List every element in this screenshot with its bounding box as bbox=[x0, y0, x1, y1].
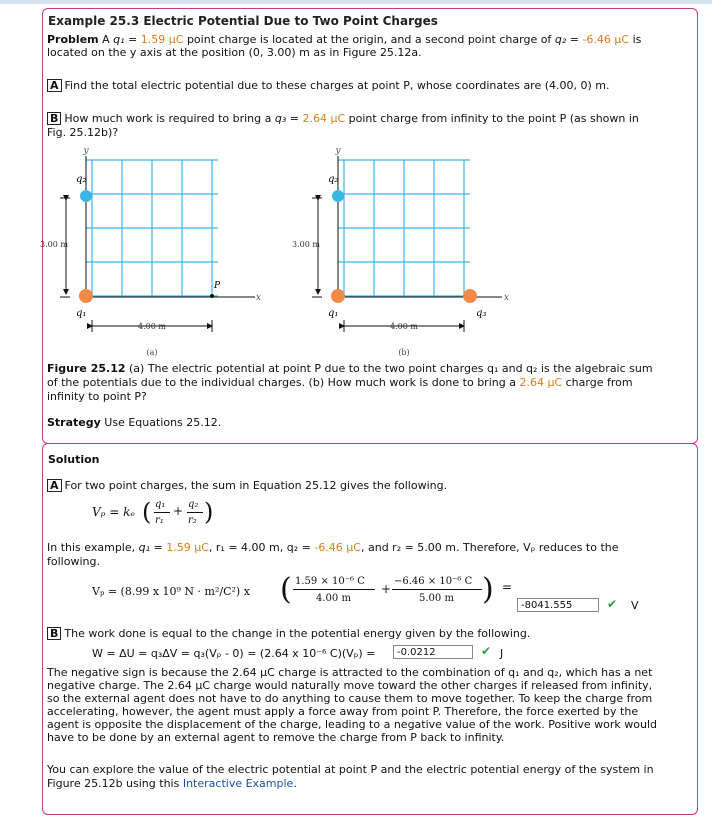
part-b-question-line-2: Fig. 25.12b)? bbox=[47, 126, 119, 139]
subfig-label-a: (a) bbox=[146, 348, 158, 357]
answer-unit-b: J bbox=[500, 647, 504, 660]
equation-2: Vₚ = (8.99 x 10⁹ N · m²/C²) x ( 1.59 × 10⁻⁶ C 4.00 m + −6.46 × 10⁻⁶ C 5.00 m ) = bbox=[92, 572, 513, 607]
part-b-question-line-1: B How much work is required to bring a q₃ = 2.64 μC point charge from infinity to the point P (as shown in bbox=[47, 112, 639, 125]
q2-label-b: q₂ bbox=[328, 174, 339, 185]
example-title: Example 25.3 Electric Potential Due to Two Point Charges bbox=[48, 14, 438, 28]
charge-q1-a bbox=[79, 289, 93, 303]
explore-line-1: You can explore the value of the electric potential at point P and the electric potential energy of the system in bbox=[47, 763, 654, 776]
part-b-label: B bbox=[47, 112, 61, 125]
charge-q3-b bbox=[463, 289, 477, 303]
q2-label-a: q₂ bbox=[76, 174, 87, 185]
y-label-a: y bbox=[83, 148, 89, 156]
p-label-a: P bbox=[214, 281, 221, 291]
solution-part-a-intro: A For two point charges, the sum in Equation 25.12 gives the following. bbox=[47, 479, 447, 492]
figure-caption-line-2: of the potentials due to the individual charges. (b) How much work is done to bring a 2.64 μC charge from bbox=[47, 376, 633, 389]
correct-check-icon-b: ✔ bbox=[481, 644, 492, 658]
y-label-b: y bbox=[335, 148, 341, 156]
dist-horizontal-label-b: 4.00 m bbox=[390, 322, 418, 331]
strategy-label: Strategy bbox=[47, 416, 101, 429]
figure-caption-line-1: Figure 25.12 (a) The electric potential at point P due to the two point charges q₁ and q₂ is the algebraic sum bbox=[47, 362, 653, 375]
x-label-b: x bbox=[504, 293, 510, 303]
problem-line-2: located on the y axis at the position (0, 3.00) m as in Figure 25.12a. bbox=[47, 46, 422, 59]
figure-25-12 bbox=[30, 148, 550, 358]
part-a-label: A bbox=[47, 79, 62, 92]
solution-heading: Solution bbox=[48, 453, 100, 466]
solution-part-b-intro: B The work done is equal to the change in the potential energy given by the following. bbox=[47, 627, 530, 640]
explore-line-2: Figure 25.12b using this Interactive Example. bbox=[47, 777, 297, 790]
dist-horizontal-label-a: 4.00 m bbox=[138, 322, 166, 331]
answer-unit-a: V bbox=[631, 599, 639, 612]
grid-b bbox=[338, 160, 470, 296]
answer-input-a[interactable]: -8041.555 bbox=[517, 598, 599, 612]
answer-input-b[interactable]: -0.0212 bbox=[393, 645, 473, 659]
interactive-example-link[interactable]: Interactive Example bbox=[182, 777, 294, 790]
figure-caption-label: Figure 25.12 bbox=[47, 362, 126, 375]
problem-label: Problem bbox=[47, 33, 99, 46]
charge-q2-a bbox=[80, 190, 92, 202]
q3-label-b: q₃ bbox=[476, 308, 487, 319]
dist-vertical-label-a: 3.00 m bbox=[40, 240, 68, 249]
q1-label-a: q₁ bbox=[76, 308, 87, 319]
example-values-line-1: In this example, q₁ = 1.59 μC, r₁ = 4.00 m, q₂ = -6.46 μC, and r₂ = 5.00 m. Therefore, Vₚ reduces to the bbox=[47, 541, 619, 554]
strategy: Strategy Use Equations 25.12. bbox=[47, 416, 222, 429]
solution-part-b-label: B bbox=[47, 627, 61, 640]
top-strip bbox=[0, 0, 712, 4]
example-values-line-2: following. bbox=[47, 555, 100, 568]
correct-check-icon-a: ✔ bbox=[607, 597, 618, 611]
x-label-a: x bbox=[256, 293, 262, 303]
explanation-paragraph: The negative sign is because the 2.64 μC charge is attracted to the combination of q₁ and q₂, which has a net negative charge. The 2.64 μC charge would naturally move toward the other charges if released from infinity, so the external agent does not have to do anything to cause them to move together. To keep the charge from accelerating, however, the agent must apply a force away from point P. Therefore, the force exerted by the agent is opposite the displacement of the charge, leading to a negative value of the work. Positive work would have to be done by an external agent to remove the charge from P back to infinity. bbox=[47, 666, 657, 744]
problem-line-1: Problem A q₁ = 1.59 μC point charge is located at the origin, and a second point charge of q₂ = -6.46 μC is bbox=[47, 33, 642, 46]
charge-q2-b bbox=[332, 190, 344, 202]
figure-panel-b bbox=[292, 148, 509, 357]
q1-value: 1.59 μC bbox=[140, 33, 184, 46]
work-equation: W = ΔU = q₃ΔV = q₃(Vₚ - 0) = (2.64 x 10⁻⁶ C)(Vₚ) = bbox=[92, 647, 376, 660]
grid-a bbox=[86, 160, 218, 296]
subfig-label-b: (b) bbox=[398, 348, 410, 357]
q1-label-b: q₁ bbox=[328, 308, 339, 319]
figure-caption-line-3: infinity to point P? bbox=[47, 390, 147, 403]
figure-panel-a bbox=[40, 148, 261, 357]
part-a-question: A Find the total electric potential due to these charges at point P, whose coordinates are (4.00, 0) m. bbox=[47, 79, 610, 92]
charge-q1-b bbox=[331, 289, 345, 303]
solution-part-a-label: A bbox=[47, 479, 62, 492]
q3-value: 2.64 μC bbox=[302, 112, 346, 125]
dist-vertical-label-b: 3.00 m bbox=[292, 240, 320, 249]
point-p-marker bbox=[210, 294, 214, 298]
q2-value: -6.46 μC bbox=[582, 33, 630, 46]
